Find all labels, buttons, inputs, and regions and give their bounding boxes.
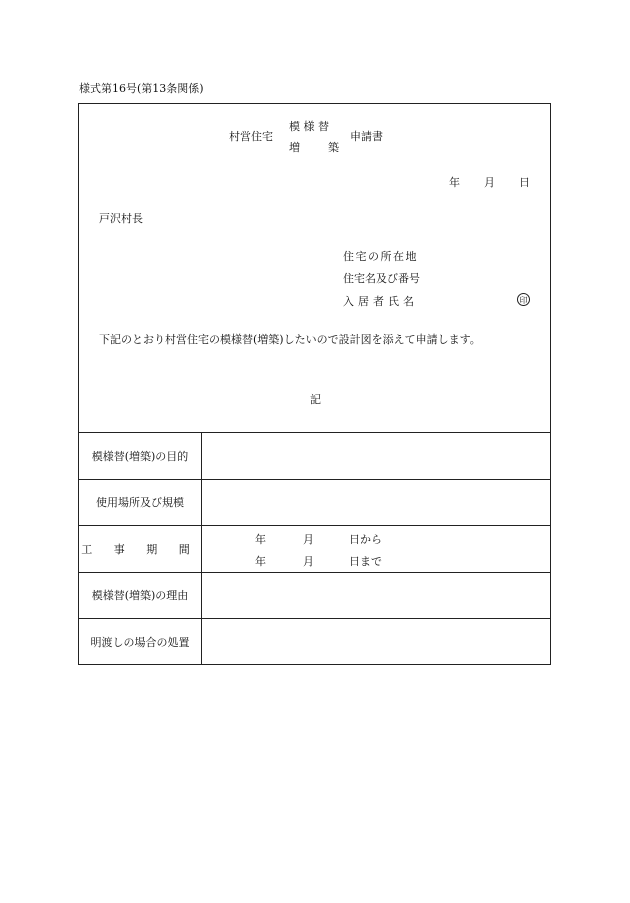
- row-label-handover: 明渡しの場合の処置: [90, 636, 190, 649]
- row-label-reason: 模様替(増築)の理由: [91, 589, 189, 602]
- form-number-label: 様式第16号(第13条関係): [79, 82, 204, 95]
- house-label: 住宅名及び番号: [343, 272, 420, 285]
- title-option-remodel: 模 様 替: [289, 120, 329, 133]
- resident-name-label: 入居者氏名: [343, 295, 418, 308]
- row-label-location: 使用場所及び規模: [96, 496, 184, 509]
- body-text: 下記のとおり村営住宅の模様替(増築)したいので設計図を添えて申請します。: [99, 333, 481, 346]
- date-month-label: 月: [484, 176, 495, 189]
- row-divider: [79, 479, 550, 480]
- period-start-month: 月: [303, 533, 314, 546]
- address-label: 住宅の所在地: [343, 250, 418, 263]
- title-suffix: 申請書: [350, 130, 383, 143]
- period-end-suffix: 日まで: [349, 555, 382, 568]
- row-divider: [79, 618, 550, 619]
- title-option-extension-right: 築: [328, 141, 339, 154]
- period-start-year: 年: [255, 533, 266, 546]
- date-year-label: 年: [449, 176, 460, 189]
- period-end-year: 年: [255, 555, 266, 568]
- addressee: 戸沢村長: [99, 212, 143, 225]
- row-label-period: 工 事 期 間: [81, 543, 199, 556]
- date-day-label: 日: [519, 176, 530, 189]
- application-form: [78, 103, 551, 665]
- seal-mark: 印: [517, 293, 530, 306]
- ki-label: 記: [310, 393, 321, 406]
- title-prefix: 村営住宅: [229, 130, 273, 143]
- period-end-month: 月: [303, 555, 314, 568]
- table-top-border: [79, 432, 550, 433]
- row-label-purpose: 模様替(増築)の目的: [91, 450, 189, 463]
- row-divider: [79, 572, 550, 573]
- period-start-suffix: 日から: [349, 533, 382, 546]
- row-divider: [79, 525, 550, 526]
- title-option-extension-left: 増: [289, 141, 300, 154]
- column-divider: [201, 432, 202, 665]
